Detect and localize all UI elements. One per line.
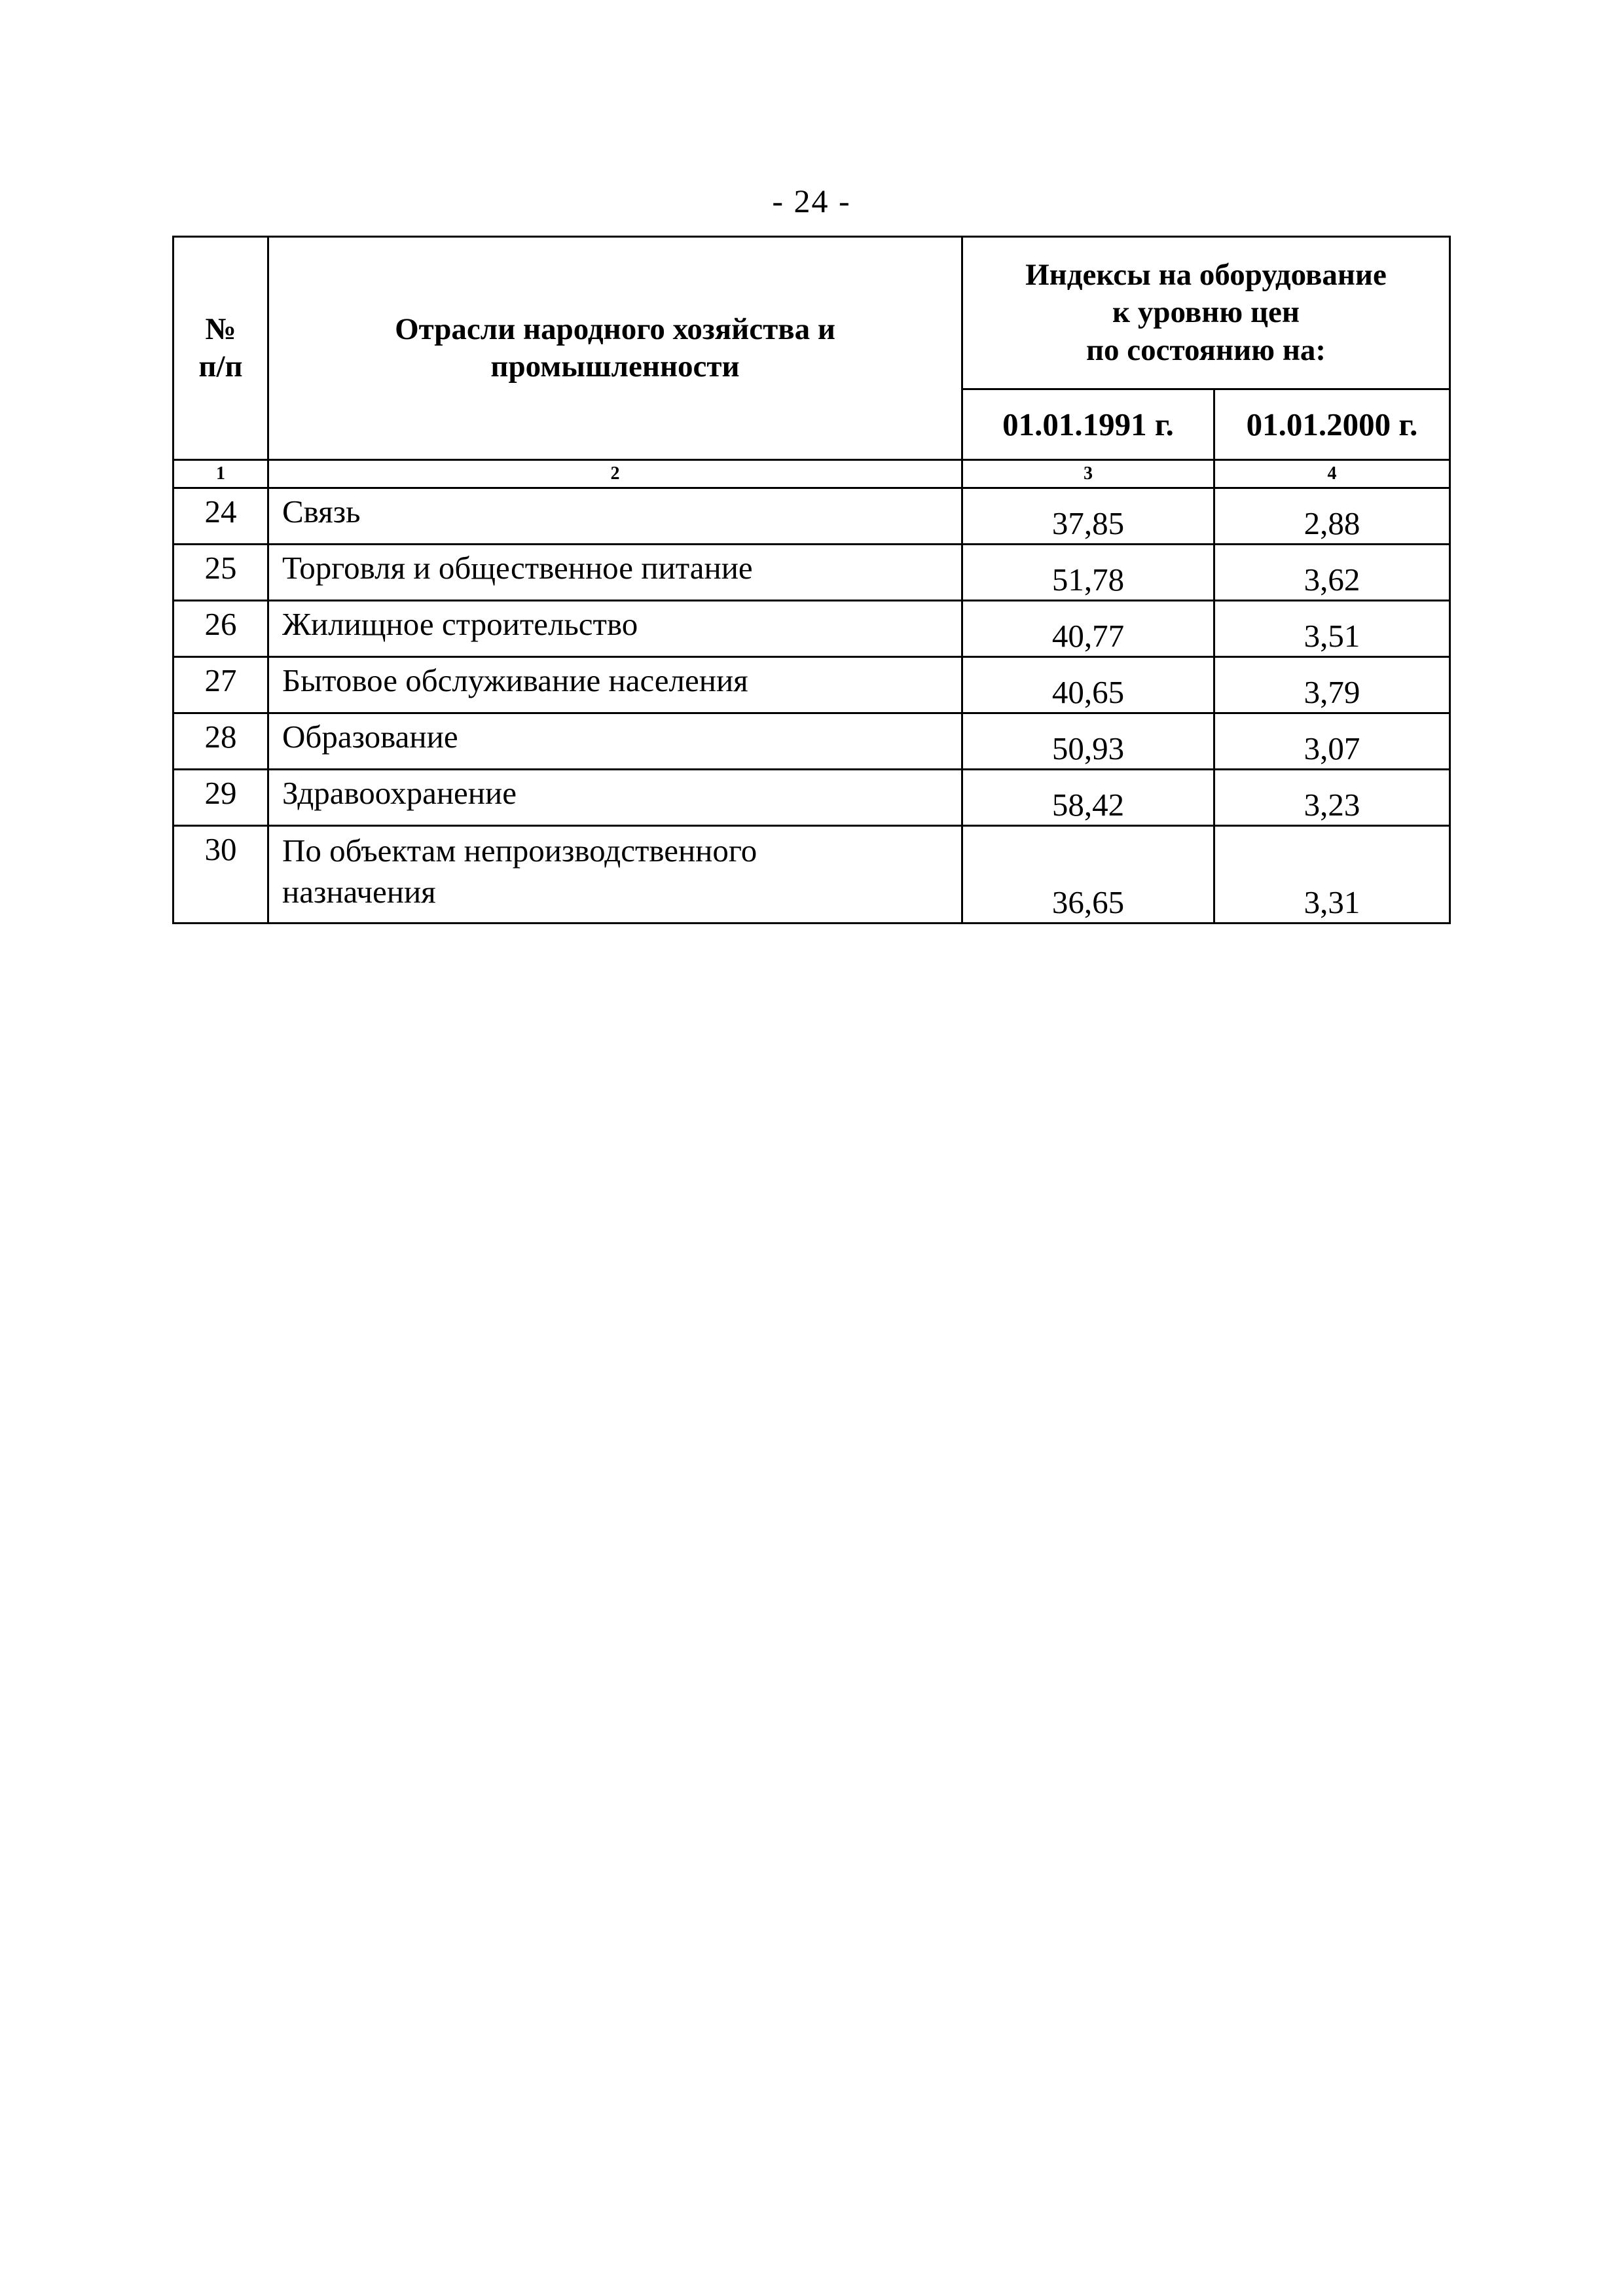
table-row [173,488,1450,545]
table-row [173,826,1450,924]
row-number: 29 [173,770,268,826]
column-number: 1 [173,460,268,488]
row-value-1991: 50,93 [962,713,1214,770]
row-value-2000: 3,07 [1214,713,1450,770]
row-value-2000: 3,62 [1214,545,1450,601]
column-number: 2 [268,460,962,488]
row-value-1991: 40,65 [962,657,1214,713]
row-value-2000: 3,51 [1214,601,1450,657]
table-row [173,657,1450,713]
row-number: 30 [173,826,268,924]
header-industry: Отрасли народного хозяйства и промышленности [268,237,962,460]
header-indices: Индексы на оборудование к уровню цен по состоянию на: [962,237,1450,389]
row-value-2000: 3,79 [1214,657,1450,713]
table-header-row [173,237,1450,389]
row-value-1991: 37,85 [962,488,1214,545]
row-number: 25 [173,545,268,601]
row-industry: Образование [268,713,962,770]
row-number: 26 [173,601,268,657]
column-number: 3 [962,460,1214,488]
row-industry: Торговля и общественное питание [268,545,962,601]
row-number: 28 [173,713,268,770]
row-industry: Здравоохранение [268,770,962,826]
indices-table [172,236,1451,924]
table-row [173,770,1450,826]
row-number: 24 [173,488,268,545]
column-number: 4 [1214,460,1450,488]
page-number: - 24 - [772,183,851,219]
table-row [173,601,1450,657]
column-numbers-row [173,460,1450,488]
header-number: № п/п [173,237,268,460]
row-value-1991: 51,78 [962,545,1214,601]
row-value-2000: 3,23 [1214,770,1450,826]
row-value-1991: 58,42 [962,770,1214,826]
row-value-1991: 40,77 [962,601,1214,657]
row-value-2000: 3,31 [1214,826,1450,924]
row-value-1991: 36,65 [962,826,1214,924]
table-row [173,713,1450,770]
row-industry: Жилищное строительство [268,601,962,657]
row-industry: Связь [268,488,962,545]
row-value-2000: 2,88 [1214,488,1450,545]
table-row [173,545,1450,601]
header-date-2000: 01.01.2000 г. [1214,389,1450,460]
row-industry: По объектам непроизводственного назначения [268,826,962,924]
row-industry: Бытовое обслуживание населения [268,657,962,713]
header-date-1991: 01.01.1991 г. [962,389,1214,460]
row-number: 27 [173,657,268,713]
